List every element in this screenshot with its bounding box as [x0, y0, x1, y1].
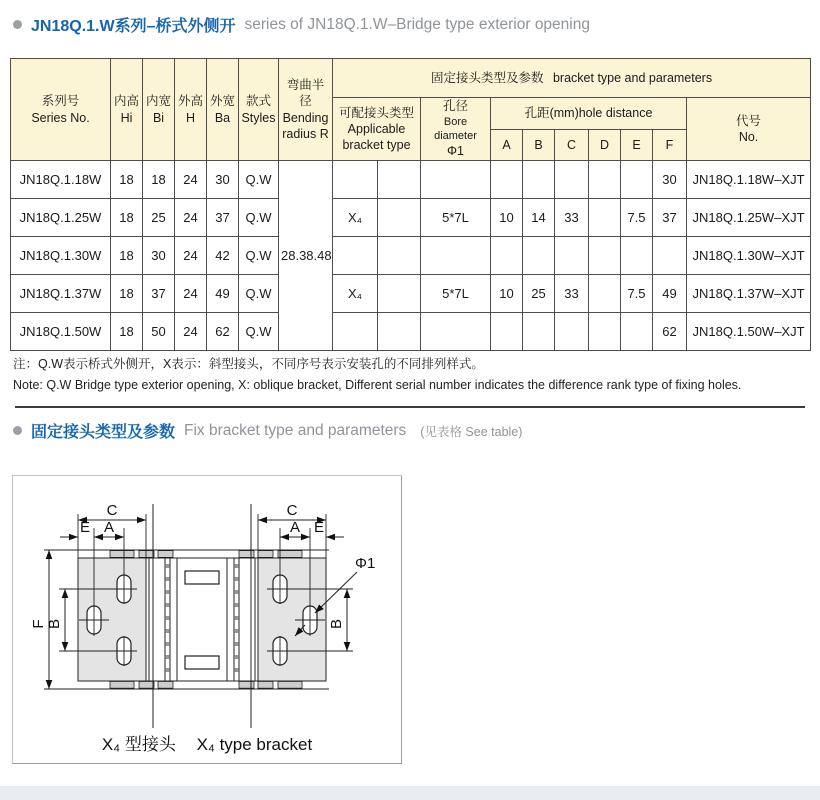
table-cell: 33: [555, 275, 589, 313]
table-cell: 25: [143, 199, 175, 237]
table-cell: [523, 161, 555, 199]
dim-label-b-left: B: [46, 618, 63, 630]
header-bending-radius: [279, 59, 333, 161]
table-cell: 18: [143, 161, 175, 199]
table-cell: Q.W: [239, 199, 279, 237]
label-dia: Φ1: [447, 144, 464, 159]
table-cell: Q.W: [239, 237, 279, 275]
table-cell: [653, 237, 687, 275]
table-cell: 24: [175, 161, 207, 199]
table-row: [11, 237, 811, 275]
header-hi: [111, 59, 143, 161]
label-en: Hi: [120, 110, 133, 125]
dim-label-f: F: [30, 619, 47, 629]
table-cell: [523, 237, 555, 275]
label-en: No.: [738, 130, 759, 144]
figure-caption-en: X₄ type bracket: [196, 735, 313, 754]
dim-label-c-right: C: [286, 502, 298, 519]
dim-label-b-right: B: [328, 618, 345, 630]
table-header-row-1: [11, 59, 811, 98]
table-cell: 33: [555, 199, 589, 237]
spec-table: [10, 58, 811, 351]
header-hole-distance: 孔距(mm)hole distance: [491, 98, 687, 130]
table-cell: JN18Q.1.30W: [11, 237, 111, 275]
bending-radius-cell: 28.38.48: [279, 161, 333, 351]
table-cell: 30: [207, 161, 239, 199]
table-cell: [491, 237, 523, 275]
table-cell: 24: [175, 275, 207, 313]
table-note: [13, 354, 741, 395]
label-zh: 弯曲半径: [286, 78, 325, 109]
label-en: Ba: [214, 110, 231, 125]
table-row: [11, 199, 811, 237]
table-cell: [589, 161, 621, 199]
table-cell: 49: [207, 275, 239, 313]
header-styles: [239, 59, 279, 161]
section1-title-zh: JN18Q.1.W系列–桥式外侧开: [31, 18, 236, 35]
table-cell: 37: [143, 275, 175, 313]
dim-label-a-right: A: [289, 519, 301, 536]
table-cell: 10: [491, 199, 523, 237]
table-cell: X₄: [333, 275, 378, 313]
label-en: Bore diameter: [434, 115, 477, 142]
table-cell: Q.W: [239, 313, 279, 351]
table-cell: [491, 161, 523, 199]
table-cell: 10: [491, 275, 523, 313]
table-cell: JN18Q.1.25W–XJT: [687, 199, 811, 237]
label-zh: 内高: [113, 94, 139, 109]
label-zh: 可配接头类型: [338, 105, 414, 120]
dim-label-phi: Φ1: [355, 555, 376, 572]
header-col-b: B: [523, 130, 555, 161]
table-cell: [621, 237, 653, 275]
section2-title-en: Fix bracket type and parameters: [184, 421, 407, 439]
section2-hint: (见表格 See table): [420, 424, 523, 439]
table-cell: 24: [175, 199, 207, 237]
table-row: [11, 161, 811, 199]
table-cell: [555, 313, 589, 351]
label-en: H: [185, 110, 196, 125]
table-cell: 62: [207, 313, 239, 351]
header-bi: [143, 59, 175, 161]
table-cell: 24: [175, 313, 207, 351]
header-col-a: A: [491, 130, 523, 161]
table-cell: 62: [653, 313, 687, 351]
table-cell: 30: [143, 237, 175, 275]
page-footer-bar: [0, 786, 820, 800]
header-col-f: F: [653, 130, 687, 161]
table-cell: 25: [523, 275, 555, 313]
label-en: Series No.: [31, 110, 90, 125]
header-col-c: C: [555, 130, 589, 161]
label-en: Applicable bracket type: [342, 121, 411, 153]
table-cell: Q.W: [239, 275, 279, 313]
header-series: [11, 59, 111, 161]
table-cell: [378, 237, 421, 275]
header-code: [687, 98, 811, 161]
table-cell: JN18Q.1.18W: [11, 161, 111, 199]
table-cell: [421, 313, 491, 351]
section-divider: [15, 406, 805, 408]
table-cell: [378, 199, 421, 237]
table-cell: [621, 161, 653, 199]
figure-caption-zh: X₄ 型接头: [101, 735, 176, 754]
section2-heading: [13, 419, 522, 442]
table-cell: 7.5: [621, 199, 653, 237]
bullet-icon: [13, 426, 22, 435]
table-cell: 18: [111, 199, 143, 237]
table-cell: [378, 275, 421, 313]
table-cell: 5*7L: [421, 275, 491, 313]
label-zh: 代号: [736, 113, 762, 128]
label-en: Bending radius R: [282, 110, 329, 141]
table-cell: 42: [207, 237, 239, 275]
table-cell: 7.5: [621, 275, 653, 313]
bracket-diagram: [13, 476, 399, 728]
header-h: [175, 59, 207, 161]
header-ba: [207, 59, 239, 161]
label-en: Styles: [241, 110, 276, 125]
table-cell: Q.W: [239, 161, 279, 199]
table-cell: JN18Q.1.30W–XJT: [687, 237, 811, 275]
table-cell: 18: [111, 275, 143, 313]
table-row: [11, 275, 811, 313]
table-cell: [491, 313, 523, 351]
dim-label-c-left: C: [106, 502, 118, 519]
label-en: Bi: [152, 110, 165, 125]
table-row: [11, 313, 811, 351]
table-cell: 18: [111, 237, 143, 275]
header-bore-diameter: [421, 98, 491, 161]
table-cell: 50: [143, 313, 175, 351]
table-cell: 14: [523, 199, 555, 237]
table-cell: 30: [653, 161, 687, 199]
label-zh: 孔径: [442, 99, 468, 114]
table-cell: [333, 237, 378, 275]
table-cell: [523, 313, 555, 351]
table-cell: JN18Q.1.37W–XJT: [687, 275, 811, 313]
table-cell: 18: [111, 161, 143, 199]
table-cell: [421, 237, 491, 275]
table-cell: 18: [111, 313, 143, 351]
table-cell: [555, 237, 589, 275]
table-cell: 37: [653, 199, 687, 237]
table-cell: JN18Q.1.50W: [11, 313, 111, 351]
table-cell: [589, 275, 621, 313]
section2-title-zh: 固定接头类型及参数: [31, 424, 176, 441]
dim-label-a-left: A: [103, 519, 115, 536]
table-cell: [333, 313, 378, 351]
table-cell: 37: [207, 199, 239, 237]
header-applicable-bracket: [333, 98, 421, 161]
figure-caption: [13, 730, 401, 755]
section1-heading: [13, 13, 590, 36]
label-zh: 系列号: [41, 94, 80, 109]
header-bracket-group: [333, 59, 811, 98]
table-cell: JN18Q.1.18W–XJT: [687, 161, 811, 199]
label-zh: 外宽: [209, 94, 235, 109]
table-cell: JN18Q.1.50W–XJT: [687, 313, 811, 351]
table-cell: [589, 199, 621, 237]
table-cell: 5*7L: [421, 199, 491, 237]
bracket-figure: [12, 475, 402, 764]
header-col-e: E: [621, 130, 653, 161]
header-col-d: D: [589, 130, 621, 161]
section1-title-en: series of JN18Q.1.W–Bridge type exterior opening: [244, 15, 590, 33]
table-cell: [589, 237, 621, 275]
label-en: bracket type and parameters: [552, 70, 713, 85]
label-zh: 款式: [245, 94, 271, 109]
dim-label-e-right: E: [313, 519, 325, 536]
label-zh: 固定接头类型及参数: [430, 70, 544, 85]
table-cell: [421, 161, 491, 199]
table-cell: 49: [653, 275, 687, 313]
table-cell: JN18Q.1.25W: [11, 199, 111, 237]
table-cell: JN18Q.1.37W: [11, 275, 111, 313]
table-cell: [589, 313, 621, 351]
table-cell: [555, 161, 589, 199]
table-cell: X₄: [333, 199, 378, 237]
dim-label-e-left: E: [79, 519, 91, 536]
table-cell: [621, 313, 653, 351]
table-cell: 24: [175, 237, 207, 275]
label-zh: 内宽: [145, 94, 171, 109]
bullet-icon: [13, 20, 22, 29]
label-zh: 外高: [177, 94, 203, 109]
table-cell: [378, 161, 421, 199]
table-cell: [378, 313, 421, 351]
table-cell: [333, 161, 378, 199]
note-en: Note: Q.W Bridge type exterior opening, X: oblique bracket, Different serial number indicates the difference rank type of fixing holes.: [13, 377, 742, 392]
note-zh: 注：Q.W表示桥式外侧开，X表示：斜型接头，不同序号表示安装孔的不同排列样式。: [13, 357, 484, 371]
